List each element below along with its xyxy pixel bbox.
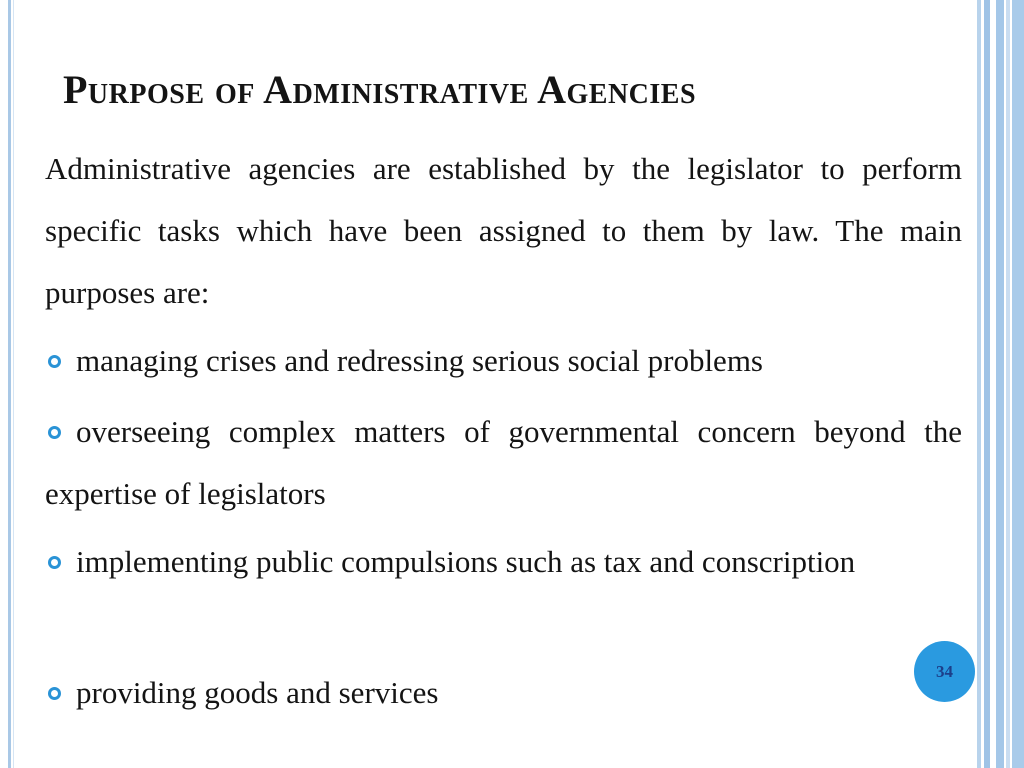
left-border-line (8, 0, 11, 768)
right-border-stripe (1006, 0, 1010, 768)
bullet-text: managing crises and redressing serious social problems (76, 343, 763, 378)
bullet-item (45, 662, 962, 724)
bullet-item (45, 330, 962, 392)
right-border-stripe (984, 0, 990, 768)
bullet-item (45, 531, 962, 593)
circle-bullet-icon (48, 687, 61, 700)
intro-paragraph: Administrative agencies are established by the legislator to perform specific tasks which have been assigned to them by law. The main purposes are: (45, 151, 962, 310)
right-border-stripe (996, 0, 1004, 768)
circle-bullet-icon (48, 355, 61, 368)
right-border-stripe (1012, 0, 1024, 768)
right-border-stripe (977, 0, 981, 768)
circle-bullet-icon (48, 556, 61, 569)
page-number: 34 (936, 661, 953, 681)
bullet-text: providing goods and services (76, 675, 439, 710)
slide-title: Purpose of Administrative Agencies (63, 67, 697, 112)
bullet-item (45, 401, 962, 525)
left-border-inner-line (13, 0, 14, 768)
page-number-badge (914, 641, 975, 702)
bullet-text: overseeing complex matters of governmental concern beyond the expertise of legislators (45, 414, 962, 511)
bullet-text: implementing public compulsions such as tax and conscription (76, 544, 856, 579)
circle-bullet-icon (48, 426, 61, 439)
